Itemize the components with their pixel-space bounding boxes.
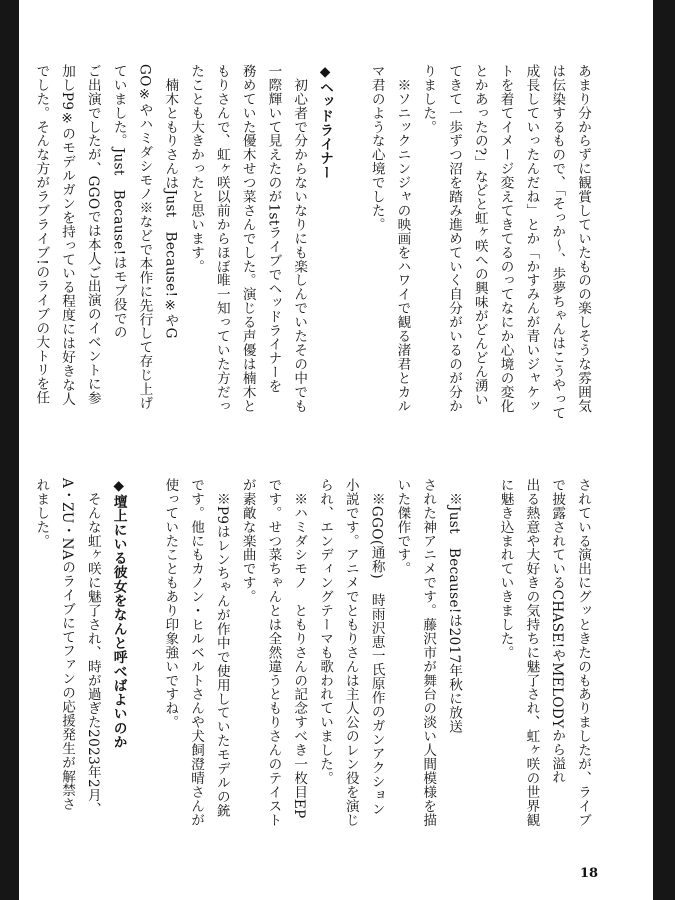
text-line: ※GGO(通称) 時雨沢恵一氏原作のガンアクション	[368, 478, 385, 817]
text-line: られ、エンディングテーマも歌われていました。	[317, 478, 334, 785]
text-line: たことも大きかったと思います。	[188, 64, 205, 274]
text-line: ご出演でしたが、GGOでは本人ご出演のイベントに参	[84, 64, 101, 405]
text-line: で披露されているCHASE!やMELODYから溢れ	[549, 478, 566, 785]
text-line: ※ソニックニンジャの映画をハワイで観る渚君とカル	[394, 64, 411, 413]
blank-line	[466, 478, 492, 808]
upper-text-block	[33, 64, 595, 464]
left-black-margin	[0, 0, 19, 900]
text-line: 使っていたこともあり印象強いですね。	[162, 478, 179, 730]
text-line: マ君のような心境でした。	[368, 64, 385, 232]
blank-line	[131, 478, 157, 808]
text-line: れました。	[33, 478, 50, 548]
text-line: 初心者で分からないなりにも楽しんでいたその中でも	[291, 64, 308, 413]
text-line: ※P9はレンちゃんが作中で使用していたモデルの銃	[213, 478, 230, 818]
text-line: が素敵な楽曲です。	[239, 478, 256, 604]
text-line: ※Just Because!は2017年秋に放送	[446, 478, 463, 734]
lower-text-block	[33, 478, 595, 827]
text-line: でした。そんな方がラブライブ!のライブの大トリを任	[33, 64, 50, 405]
text-line: いた傑作です。	[394, 478, 411, 576]
text-line: あまり分からずに観賞していたものの楽しそうな雰囲気	[575, 64, 591, 413]
right-black-margin	[653, 0, 675, 900]
text-line: 一際輝いて見えたのが1stライブでヘッドライナーを	[265, 64, 282, 394]
text-line: そんな虹ヶ咲に魅了され、時が過ぎた2023年2月、	[84, 478, 101, 816]
text-line: GO※やハミダシモノ※などで本作に先行して存じ上げ	[136, 64, 153, 410]
text-line: は伝染するもので、「そっか〜、歩夢ちゃんはこうやって	[549, 64, 566, 420]
blank-line	[337, 64, 363, 464]
text-line: 出る熱意や大好きの気持ちに魅了され、虹ヶ咲の世界観	[523, 478, 540, 827]
text-line: トを着てイメージ変えてきてるのってなにか心境の変化	[497, 64, 514, 413]
section-heading: ◆壇上にいる彼女をなんと呼べばよいのか	[110, 478, 127, 750]
text-line: です。せつ菜ちゃんとは全然違うともりさんのテイスト	[265, 478, 282, 827]
text-line: です。他にもカノン・ヒルベルトさんや犬飼澄晴さんが	[188, 478, 205, 827]
text-line: もりさんで、虹ヶ咲以前からほぼ唯一知っていた方だっ	[213, 64, 230, 413]
text-line: されている演出にグッときたのもありましたが、ライブ	[575, 478, 591, 827]
page-number: 18	[580, 866, 599, 881]
text-line: ていました。Just Because!はモブ役での	[110, 64, 127, 340]
text-line: 成長していったんだね」とか「かすみんが青いジャケッ	[523, 64, 540, 413]
text-line: りました。	[420, 64, 437, 134]
text-line: された神アニメです。藤沢市が舞台の淡い人間模様を描	[420, 478, 437, 827]
text-line: とかあったの?」などと虹ヶ咲への興味がどんどん湧い	[471, 64, 488, 407]
text-line: 小説です。アニメでともりさんは主人公のレン役を演じ	[342, 478, 359, 827]
text-line: てきて一歩ずつ沼を踏み進めていく自分がいるのが分か	[446, 64, 463, 413]
text-line: A・ZU・NAのライブにてファンの応援発生が解禁さ	[59, 478, 76, 812]
text-line: 楠木ともりさんはJust Because!※やG	[162, 64, 179, 339]
section-heading: ◆ヘッドライナー	[317, 64, 334, 180]
text-line: ※ハミダシモノ ともりさんの記念すべき一枚目EP	[291, 478, 308, 819]
text-line: 務めていた優木せつ菜さんでした。演じる声優は楠木と	[239, 64, 256, 413]
text-line: に魅き込まれていきました。	[497, 478, 514, 660]
text-line: 加しP9※のモデルガンを持っている程度には好きな人	[59, 64, 76, 406]
